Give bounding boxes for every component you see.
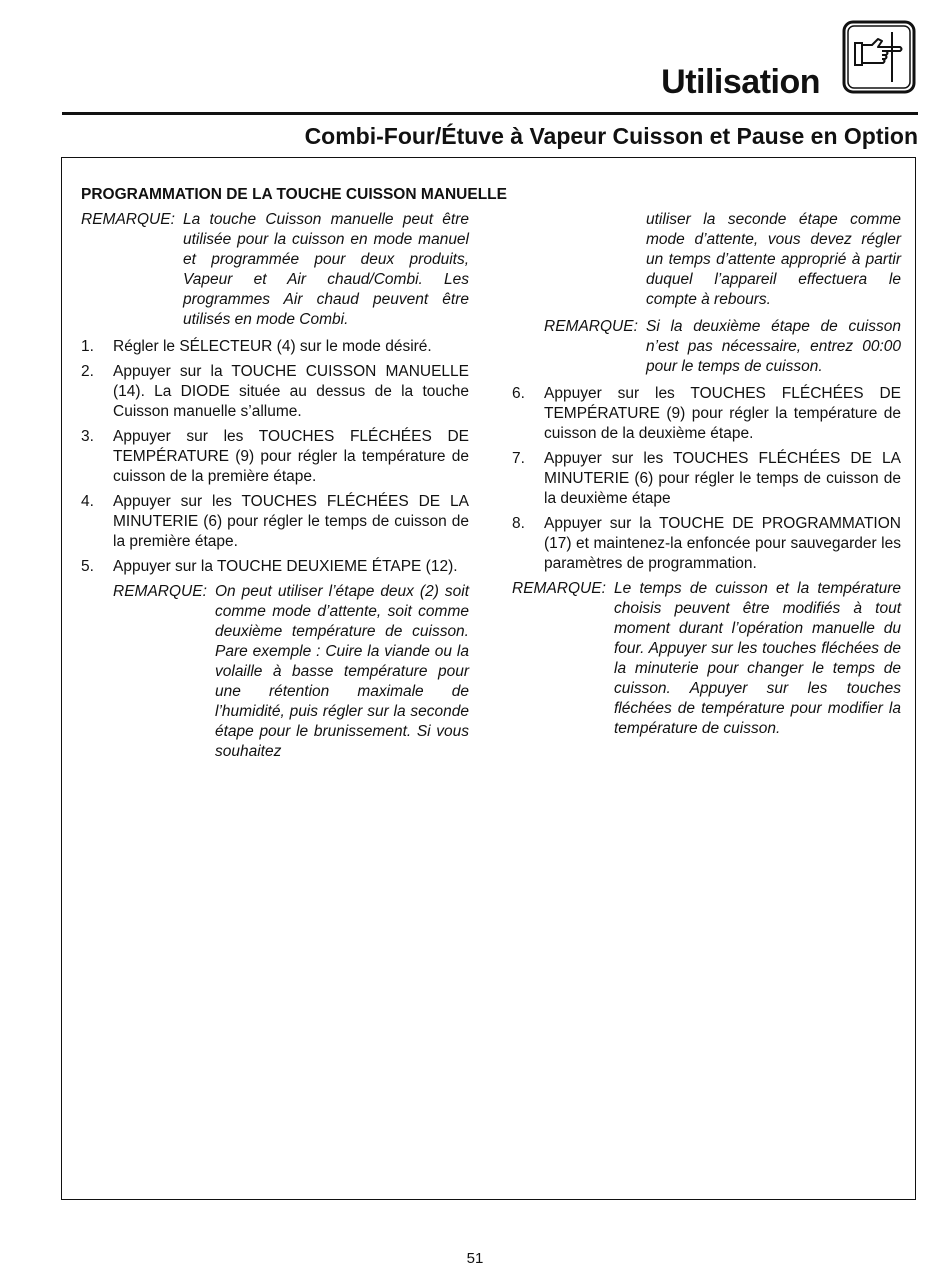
step-number: 4. [81, 493, 94, 510]
step-1 [81, 337, 469, 357]
remark-label: REMARQUE: [81, 211, 175, 228]
final-remark [512, 579, 901, 739]
section-heading: PROGRAMMATION DE LA TOUCHE CUISSON MANUELLE [81, 186, 507, 203]
remark-label: REMARQUE: [544, 318, 638, 335]
step-number: 3. [81, 428, 94, 445]
step-text: Appuyer sur la TOUCHE DE PROGRAMMATION (17) et maintenez-la enfoncée pour sauvegarder les paramètres de programmation. [544, 515, 901, 572]
step5-remark-2 [544, 317, 901, 377]
page-subtitle: Combi-Four/Étuve à Vapeur Cuisson et Pause en Option [304, 123, 918, 149]
right-column [512, 210, 901, 746]
remark-label: REMARQUE: [512, 580, 606, 597]
step-text: Appuyer sur les TOUCHES FLÉCHÉES DE TEMPÉRATURE (9) pour régler la température de cuisson de la deuxième étape. [544, 385, 901, 442]
step-text: Appuyer sur la TOUCHE CUISSON MANUELLE (14). La DIODE située au dessus de la touche Cuisson manuelle s’allume. [113, 363, 469, 420]
step-text: Appuyer sur les TOUCHES FLÉCHÉES DE LA MINUTERIE (6) pour régler le temps de cuisson de la première étape. [113, 493, 469, 550]
step-3 [81, 427, 469, 487]
step-text: Appuyer sur les TOUCHES FLÉCHÉES DE LA MINUTERIE (6) pour régler le temps de cuisson de la deuxième étape [544, 450, 901, 507]
header-rule [62, 112, 918, 115]
step-number: 2. [81, 363, 94, 380]
step-number: 5. [81, 558, 94, 575]
step-5 [81, 557, 469, 577]
step-text: Appuyer sur les TOUCHES FLÉCHÉES DE TEMPÉRATURE (9) pour régler la température de cuisson de la première étape. [113, 428, 469, 485]
step-2 [81, 362, 469, 422]
step-number: 6. [512, 385, 525, 402]
remark-label: REMARQUE: [113, 583, 207, 600]
step-number: 1. [81, 338, 94, 355]
step-8 [512, 514, 901, 574]
step-7 [512, 449, 901, 509]
step-text: Régler le SÉLECTEUR (4) sur le mode désiré. [113, 338, 432, 355]
step-text: Appuyer sur la TOUCHE DEUXIEME ÉTAPE (12). [113, 558, 458, 575]
remark-text: Le temps de cuisson et la température choisis peuvent être modifiés à tout moment durant l’opération manuelle du four. Appuyer sur les touches fléchées de la minuterie pour changer le temps de cuisson. Appuyer sur les touches fléchées de température pour modifier la température de cuisson. [614, 580, 901, 737]
step-number: 8. [512, 515, 525, 532]
page-title: Utilisation [661, 63, 820, 101]
step5-remark-continued: utiliser la seconde étape comme mode d’attente, vous devez régler un temps d’attente approprié à partir duquel l’appareil effectuera le compte à rebours. [646, 211, 901, 308]
step-6 [512, 384, 901, 444]
left-column [81, 210, 469, 769]
remark-text: Si la deuxième étape de cuisson n’est pas nécessaire, entrez 00:00 pour le temps de cuisson. [646, 318, 901, 375]
step-number: 7. [512, 450, 525, 467]
page-number: 51 [466, 1250, 484, 1267]
pointing-hand-icon [842, 20, 916, 94]
step5-remark [113, 582, 469, 762]
step-4 [81, 492, 469, 552]
remark-text: On peut utiliser l’étape deux (2) soit comme mode d’attente, soit comme deuxième température de cuisson. Pare exemple : Cuire la viande ou la volaille à basse température pour une rétention maximale de l’humidité, puis régler sur la seconde étape pour le brunissement. Si vous souhaitez [215, 583, 469, 760]
remark-text: La touche Cuisson manuelle peut être utilisée pour la cuisson en mode manuel et programmée pour deux produits, Vapeur et Air chaud/Combi. Les programmes Air chaud peuvent être utilisés en mode Combi. [183, 211, 469, 328]
intro-remark [81, 210, 469, 330]
